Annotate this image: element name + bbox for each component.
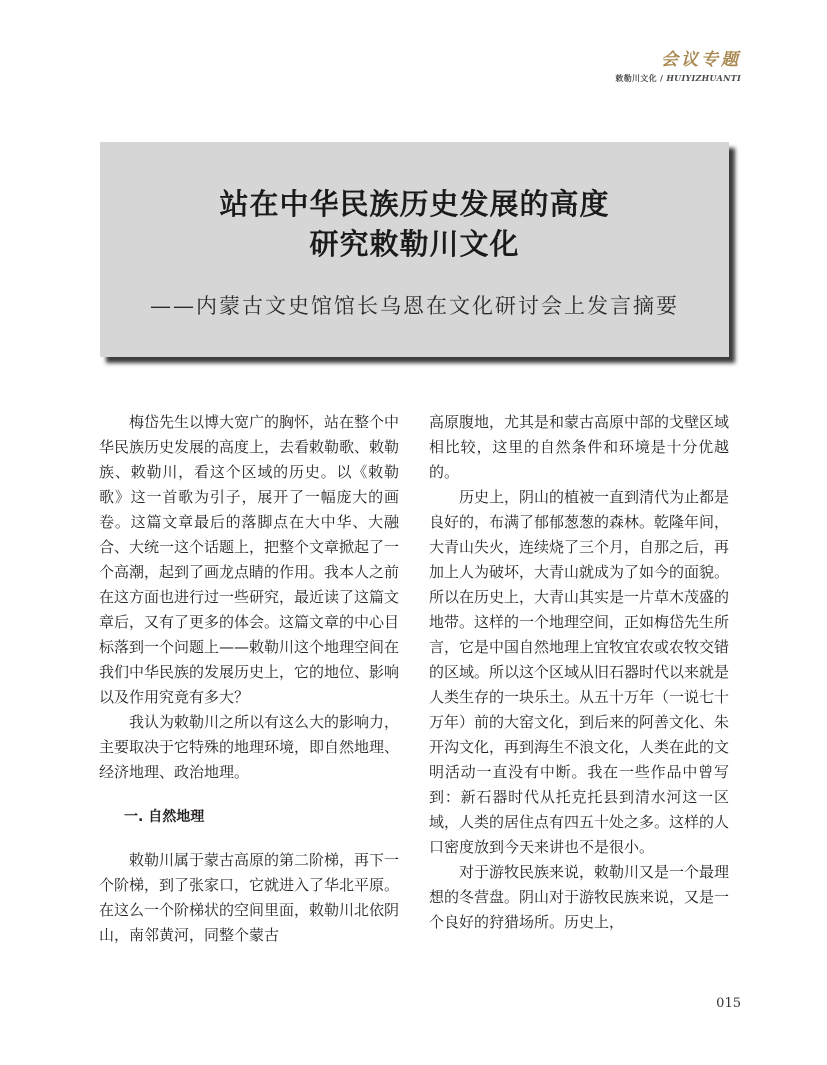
article-subtitle: ——内蒙古文史馆馆长乌恩在文化研讨会上发言摘要 [150, 294, 679, 318]
paragraph: 我认为敕勒川之所以有这么大的影响力，主要取决于它特殊的地理环境，即自然地理、经济地理、政治地理。 [99, 713, 400, 781]
paragraph: 高原腹地，尤其是和蒙古高原中部的戈壁区域相比较，这里的自然条件和环境是十分优越的。 [429, 413, 730, 481]
left-column [99, 410, 399, 948]
page-number: 015 [716, 996, 741, 1011]
section-subtitle-separator: / [659, 74, 664, 83]
section-subtitle [615, 73, 741, 84]
article-title-line-1: 站在中华民族历史发展的高度 [219, 187, 610, 221]
section-title: 会议专题 [661, 50, 741, 70]
paragraph: 敕勒川属于蒙古高原的第二阶梯，再下一个阶梯，到了张家口，它就进入了华北平原。在这么一个阶梯状的空间里面，敕勒川北依阴山，南邻黄河，同整个蒙古 [99, 851, 400, 944]
article-title [100, 184, 729, 264]
running-header [615, 50, 741, 84]
paragraph: 对于游牧民族来说，敕勒川又是一个最理想的冬营盘。阴山对于游牧民族来说，又是一个良好的狩猎场所。历史上， [429, 863, 730, 931]
section-subtitle-en: HUIYIZHUANTI [666, 73, 741, 83]
paragraph: 梅岱先生以博大宽广的胸怀，站在整个中华民族历史发展的高度上，去看敕勒歌、敕勒族、敕勒川，看这个区域的历史。以《敕勒歌》这一首歌为引子，展开了一幅庞大的画卷。这篇文章最后的落脚点在大中华、大融合、大统一这个话题上，把整个文章掀起了一个高潮，起到了画龙点睛的作用。我本人之前在这方面也进行过一些研究，最近读了这篇文章后，又有了更多的体会。这篇文章的中心目标落到一个问题上——敕勒川这个地理空间在我们中华民族的发展历史上，它的地位、影响以及作用究竟有多大？ [99, 413, 400, 706]
right-column [429, 410, 729, 935]
article-title-box [100, 142, 729, 357]
article-title-line-2: 研究敕勒川文化 [309, 227, 520, 261]
paragraph: 历史上，阴山的植被一直到清代为止都是良好的，布满了郁郁葱葱的森林。乾隆年间，大青山失火，连续烧了三个月，自那之后，再加上人为破坏，大青山就成为了如今的面貌。所以在历史上，大青山其实是一片草木茂盛的地带。这样的一个地理空间，正如梅岱先生所言，它是中国自然地理上宜牧宜农或农牧交错的区域。所以这个区域从旧石器时代以来就是人类生存的一块乐土。从五十万年（一说七十万年）前的大窑文化，到后来的阿善文化、朱开沟文化，再到海生不浪文化，人类在此的文明活动一直没有中断。我在一些作品中曾写到：新石器时代从托克托县到清水河这一区域，人类的居住点有四五十处之多。这样的人口密度放到今天来讲也不是很小。 [429, 488, 730, 856]
section-subtitle-cn: 敕勒川文化 [615, 74, 657, 83]
section-heading: 一. 自然地理 [124, 809, 205, 825]
